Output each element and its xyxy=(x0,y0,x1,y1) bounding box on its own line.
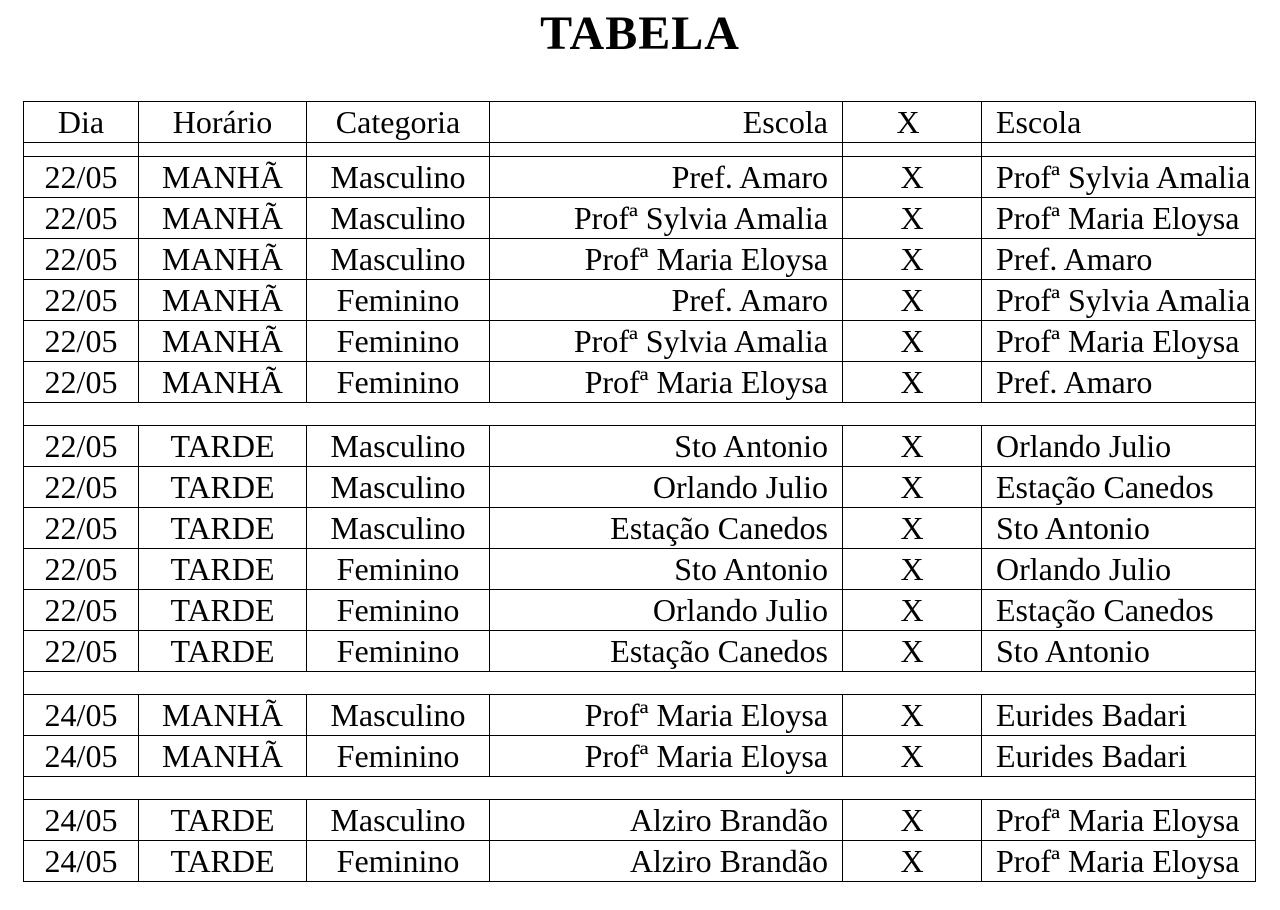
table-row xyxy=(24,695,1256,736)
cell-horario: MANHÃ xyxy=(139,198,307,239)
cell-escola-b: Orlando Julio xyxy=(982,426,1256,467)
cell-dia: 22/05 xyxy=(24,508,139,549)
group-separator-row xyxy=(24,403,1256,426)
page-title: TABELA xyxy=(540,7,740,60)
cell-categoria: Masculino xyxy=(307,157,490,198)
cell-escola-b: Sto Antonio xyxy=(982,508,1256,549)
cell-escola-b: Orlando Julio xyxy=(982,549,1256,590)
cell-categoria: Feminino xyxy=(307,362,490,403)
cell-horario: TARDE xyxy=(139,467,307,508)
cell-versus: X xyxy=(843,321,982,362)
cell-dia: 24/05 xyxy=(24,841,139,882)
cell-dia: 22/05 xyxy=(24,157,139,198)
header-escola-a: Escola xyxy=(490,102,843,143)
cell-categoria: Masculino xyxy=(307,426,490,467)
table-row xyxy=(24,198,1256,239)
cell-versus: X xyxy=(843,157,982,198)
cell-horario: TARDE xyxy=(139,508,307,549)
cell-categoria: Feminino xyxy=(307,631,490,672)
cell-escola-a: Pref. Amaro xyxy=(490,280,843,321)
cell-versus: X xyxy=(843,736,982,777)
cell-escola-b: Profª Maria Eloysa xyxy=(982,321,1256,362)
header-spacer-row-cell xyxy=(982,143,1256,157)
cell-categoria: Masculino xyxy=(307,695,490,736)
cell-versus: X xyxy=(843,631,982,672)
cell-versus: X xyxy=(843,426,982,467)
cell-dia: 24/05 xyxy=(24,736,139,777)
cell-categoria: Feminino xyxy=(307,736,490,777)
cell-versus: X xyxy=(843,590,982,631)
cell-dia: 22/05 xyxy=(24,321,139,362)
cell-escola-a: Alziro Brandão xyxy=(490,800,843,841)
table-row xyxy=(24,631,1256,672)
cell-escola-a: Alziro Brandão xyxy=(490,841,843,882)
header-spacer-row-cell xyxy=(490,143,843,157)
cell-versus: X xyxy=(843,508,982,549)
header-dia: Dia xyxy=(24,102,139,143)
cell-dia: 24/05 xyxy=(24,800,139,841)
cell-dia: 22/05 xyxy=(24,280,139,321)
cell-horario: MANHÃ xyxy=(139,736,307,777)
cell-dia: 24/05 xyxy=(24,695,139,736)
cell-horario: MANHÃ xyxy=(139,157,307,198)
header-row xyxy=(24,102,1256,143)
cell-categoria: Masculino xyxy=(307,508,490,549)
cell-horario: TARDE xyxy=(139,800,307,841)
cell-versus: X xyxy=(843,239,982,280)
table-row xyxy=(24,426,1256,467)
cell-versus: X xyxy=(843,280,982,321)
cell-versus: X xyxy=(843,198,982,239)
table-row xyxy=(24,467,1256,508)
cell-escola-b: Profª Maria Eloysa xyxy=(982,800,1256,841)
cell-categoria: Feminino xyxy=(307,321,490,362)
header-spacer-row-cell xyxy=(307,143,490,157)
table-row xyxy=(24,508,1256,549)
table-row xyxy=(24,157,1256,198)
cell-escola-b: Profª Sylvia Amalia xyxy=(982,157,1256,198)
cell-dia: 22/05 xyxy=(24,631,139,672)
cell-horario: TARDE xyxy=(139,841,307,882)
header-categoria: Categoria xyxy=(307,102,490,143)
cell-escola-a: Profª Maria Eloysa xyxy=(490,362,843,403)
cell-categoria: Feminino xyxy=(307,280,490,321)
cell-categoria: Masculino xyxy=(307,800,490,841)
header-escola-b: Escola xyxy=(982,102,1256,143)
group-separator-row-cell xyxy=(24,672,1256,695)
header-versus: X xyxy=(843,102,982,143)
cell-categoria: Masculino xyxy=(307,239,490,280)
cell-versus: X xyxy=(843,695,982,736)
cell-dia: 22/05 xyxy=(24,239,139,280)
group-separator-row-cell xyxy=(24,403,1256,426)
table-row xyxy=(24,321,1256,362)
table-row xyxy=(24,549,1256,590)
cell-dia: 22/05 xyxy=(24,590,139,631)
cell-horario: MANHÃ xyxy=(139,280,307,321)
cell-horario: TARDE xyxy=(139,426,307,467)
cell-versus: X xyxy=(843,549,982,590)
cell-categoria: Feminino xyxy=(307,549,490,590)
cell-escola-b: Pref. Amaro xyxy=(982,362,1256,403)
table-row xyxy=(24,239,1256,280)
table-row xyxy=(24,280,1256,321)
cell-escola-a: Estação Canedos xyxy=(490,631,843,672)
cell-horario: TARDE xyxy=(139,549,307,590)
cell-horario: MANHÃ xyxy=(139,321,307,362)
cell-escola-b: Estação Canedos xyxy=(982,467,1256,508)
cell-horario: TARDE xyxy=(139,590,307,631)
cell-horario: TARDE xyxy=(139,631,307,672)
cell-horario: MANHÃ xyxy=(139,362,307,403)
cell-escola-a: Sto Antonio xyxy=(490,426,843,467)
cell-escola-b: Eurides Badari xyxy=(982,736,1256,777)
schedule-table xyxy=(23,101,1256,882)
cell-escola-a: Profª Maria Eloysa xyxy=(490,736,843,777)
cell-categoria: Feminino xyxy=(307,841,490,882)
cell-escola-a: Estação Canedos xyxy=(490,508,843,549)
cell-categoria: Feminino xyxy=(307,590,490,631)
header-spacer-row-cell xyxy=(24,143,139,157)
cell-escola-a: Pref. Amaro xyxy=(490,157,843,198)
header-horario: Horário xyxy=(139,102,307,143)
cell-dia: 22/05 xyxy=(24,198,139,239)
cell-escola-b: Eurides Badari xyxy=(982,695,1256,736)
cell-escola-b: Profª Maria Eloysa xyxy=(982,198,1256,239)
schedule-body xyxy=(24,143,1256,882)
cell-dia: 22/05 xyxy=(24,549,139,590)
group-separator-row-cell xyxy=(24,777,1256,800)
cell-versus: X xyxy=(843,841,982,882)
group-separator-row xyxy=(24,672,1256,695)
cell-horario: MANHÃ xyxy=(139,239,307,280)
cell-versus: X xyxy=(843,467,982,508)
header-spacer-row-cell xyxy=(139,143,307,157)
table-row xyxy=(24,362,1256,403)
cell-dia: 22/05 xyxy=(24,362,139,403)
cell-categoria: Masculino xyxy=(307,198,490,239)
cell-horario: MANHÃ xyxy=(139,695,307,736)
cell-versus: X xyxy=(843,362,982,403)
cell-escola-a: Orlando Julio xyxy=(490,590,843,631)
cell-escola-b: Pref. Amaro xyxy=(982,239,1256,280)
cell-escola-a: Profª Sylvia Amalia xyxy=(490,321,843,362)
header-spacer-row xyxy=(24,143,1256,157)
cell-escola-b: Profª Sylvia Amalia xyxy=(982,280,1256,321)
cell-escola-b: Sto Antonio xyxy=(982,631,1256,672)
table-row xyxy=(24,590,1256,631)
cell-escola-a: Sto Antonio xyxy=(490,549,843,590)
cell-escola-b: Estação Canedos xyxy=(982,590,1256,631)
table-row xyxy=(24,736,1256,777)
cell-versus: X xyxy=(843,800,982,841)
cell-escola-a: Profª Maria Eloysa xyxy=(490,239,843,280)
header-spacer-row-cell xyxy=(843,143,982,157)
cell-dia: 22/05 xyxy=(24,467,139,508)
table-row xyxy=(24,841,1256,882)
cell-escola-a: Profª Maria Eloysa xyxy=(490,695,843,736)
cell-dia: 22/05 xyxy=(24,426,139,467)
cell-escola-a: Orlando Julio xyxy=(490,467,843,508)
cell-escola-b: Profª Maria Eloysa xyxy=(982,841,1256,882)
group-separator-row xyxy=(24,777,1256,800)
cell-categoria: Masculino xyxy=(307,467,490,508)
cell-escola-a: Profª Sylvia Amalia xyxy=(490,198,843,239)
table-row xyxy=(24,800,1256,841)
